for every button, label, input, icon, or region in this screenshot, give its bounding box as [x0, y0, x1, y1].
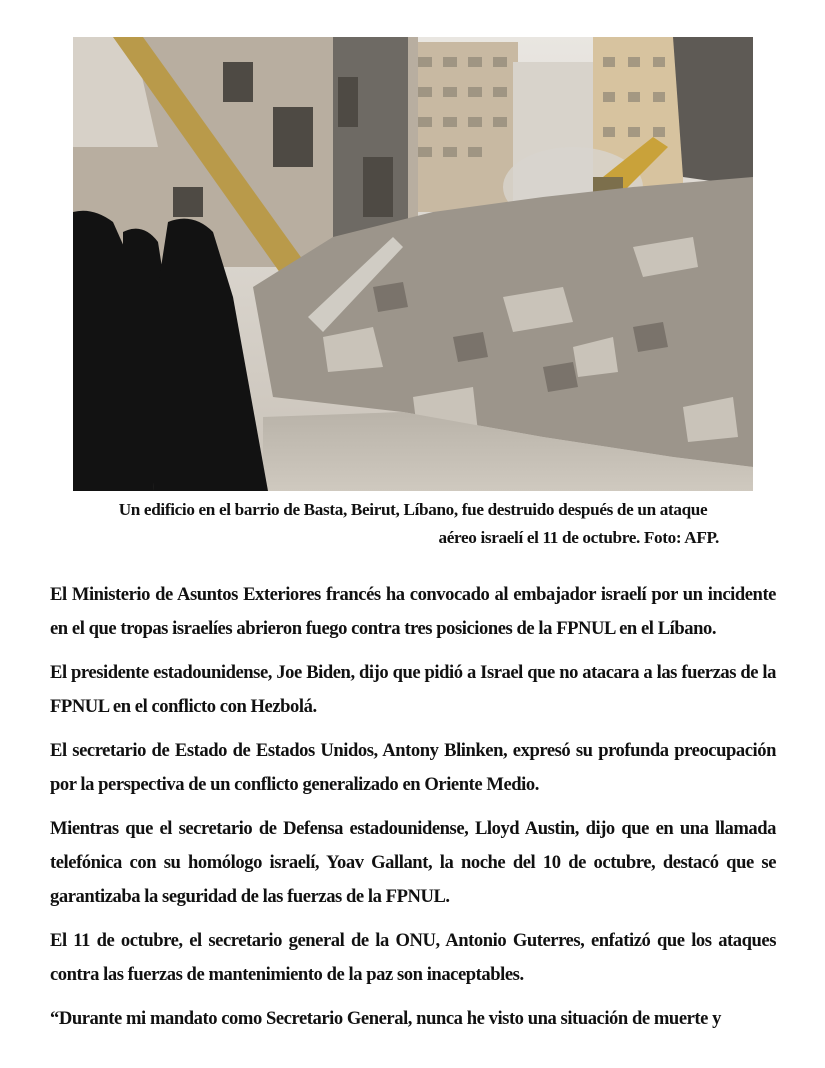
caption-line-2: aéreo israelí el 11 de octubre. Foto: AFP.: [438, 528, 719, 547]
rubble-scene-image: [73, 37, 753, 491]
news-photo: [73, 37, 753, 491]
article-body: [50, 578, 776, 1046]
paragraph: El secretario de Estado de Estados Unidos, Antony Blinken, expresó su profunda preocupación por la perspectiva de un conflicto generalizado en Oriente Medio.: [50, 740, 776, 795]
paragraph: El presidente estadounidense, Joe Biden, dijo que pidió a Israel que no atacara a las fuerzas de la FPNUL en el conflicto con Hezbolá.: [50, 662, 776, 717]
photo-caption: [73, 496, 753, 552]
paragraph: El Ministerio de Asuntos Exteriores francés ha convocado al embajador israelí por un incidente en el que tropas israelíes abrieron fuego contra tres posiciones de la FPNUL en el Líbano.: [50, 584, 776, 639]
paragraph-partial: “Durante mi mandato como Secretario General, nunca he visto una situación de muerte y: [50, 1008, 722, 1029]
paragraph: Mientras que el secretario de Defensa estadounidense, Lloyd Austin, dijo que en una llamada telefónica con su homólogo israelí, Yoav Gallant, la noche del 10 de octubre, destacó que se garantizaba la seguridad de las fuerzas de la FPNUL.: [50, 818, 776, 907]
caption-line-1: Un edificio en el barrio de Basta, Beirut, Líbano, fue destruido después de un ataque: [118, 500, 708, 519]
paragraph: El 11 de octubre, el secretario general de la ONU, Antonio Guterres, enfatizó que los ataques contra las fuerzas de mantenimiento de la paz son inaceptables.: [50, 930, 776, 985]
